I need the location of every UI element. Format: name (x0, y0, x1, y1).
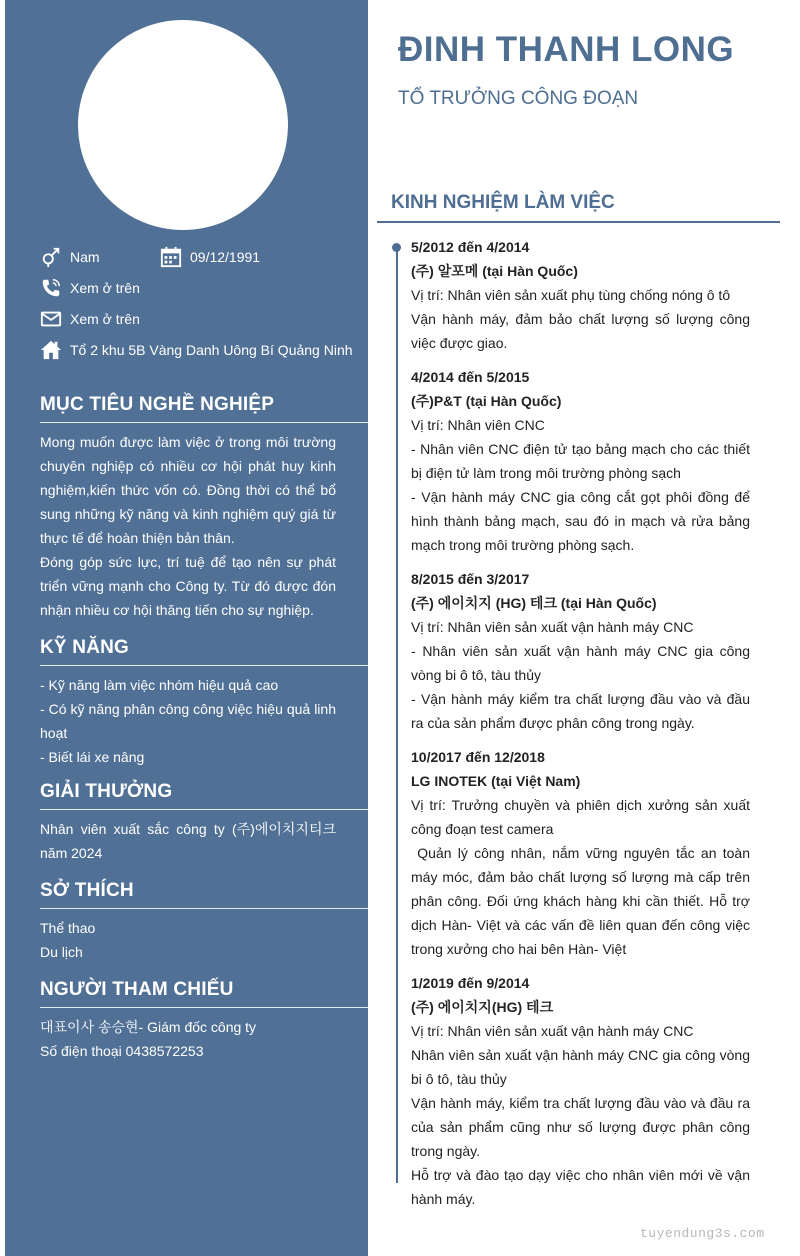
awards-body (40, 817, 336, 865)
email-value: Xem ở trên (70, 311, 140, 327)
job-line: Vị trí: Nhân viên sản xuất vận hành máy CNC (411, 1023, 694, 1039)
watermark: tuyendung3s.com (640, 1226, 765, 1241)
job-period: 4/2014 đến 5/2015 (411, 369, 530, 385)
job-line: Vị trí: Trưởng chuyền và phiên dịch xưởng sản xuất công đoạn test camera (411, 797, 750, 837)
gender-icon (40, 246, 62, 268)
objective-paragraph: Mong muốn được làm việc ở trong môi trường chuyên nghiệp có nhiều cơ hội phát huy kinh nghiệm,kiến thức vốn có. Đồng thời có thể bổ sung những kỹ năng và kinh nghiệm quý giá từ thực tế để hoàn thiện bản thân. (40, 434, 336, 546)
job-entry (411, 971, 750, 1211)
hobby-item: Du lịch (40, 944, 83, 960)
job-entry (411, 365, 750, 557)
job-line: Quản lý công nhân, nắm vững nguyên tắc an toàn máy móc, đảm bảo chất lượng số lượng mà cấp trên phân công. Đối ứng khách hàng khi cần thiết. Hỗ trợ dịch Hàn- Việt và các vấn đề liên quan đến công việc trong xưởng cho hai bên Hàn- Việt (411, 845, 754, 957)
job-line: Vị trí: Nhân viên sản xuất vận hành máy CNC (411, 619, 694, 635)
job-line: Vận hành máy, kiểm tra chất lượng đầu vào và đầu ra của sản phẩm cũng như số lượng được phân công trong ngày. (411, 1095, 750, 1159)
job-period: 1/2019 đến 9/2014 (411, 975, 530, 991)
job-line: - Vận hành máy CNC gia công cắt gọt phôi đồng để hình thành bảng mạch, sau đó in mạch và rửa bảng mạch trong môi trường phòng sạch. (411, 489, 750, 553)
job-period: 10/2017 đến 12/2018 (411, 749, 545, 765)
job-company: (주) 에이치지 (HG) 테크 (tại Hàn Quốc) (411, 595, 657, 611)
job-company: (주) 알포메 (tại Hàn Quốc) (411, 263, 578, 279)
job-line: - Nhân viên CNC điện tử tạo bảng mạch cho các thiết bị điện tử làm trong môi trường phòng sạch (411, 441, 750, 481)
job-company: (주) 에이치지(HG) 테크 (411, 999, 554, 1015)
reference-item: 대표이사 송승현- Giám đốc công ty (40, 1019, 257, 1035)
job-entry (411, 567, 750, 735)
skill-item: - Có kỹ năng phân công công việc hiệu quả linh hoạt (40, 701, 336, 741)
hobby-item: Thể thao (40, 920, 96, 936)
job-line: Vị trí: Nhân viên sản xuất phụ tùng chống nóng ô tô (411, 287, 731, 303)
timeline-line (396, 248, 398, 1183)
job-company: (주)P&T (tại Hàn Quốc) (411, 393, 562, 409)
experience-title: KINH NGHIỆM LÀM VIỆC (391, 192, 615, 213)
address-row (40, 338, 353, 362)
gender-value: Nam (70, 249, 100, 265)
home-icon (40, 339, 62, 361)
job-line: Nhân viên sản xuất vận hành máy CNC gia công vòng bi ô tô, tàu thủy (411, 1047, 750, 1087)
job-period: 5/2012 đến 4/2014 (411, 239, 530, 255)
phone-icon (40, 277, 62, 299)
avatar (78, 20, 288, 230)
experience-divider (377, 221, 780, 223)
references-title: NGƯỜI THAM CHIẾU (40, 979, 368, 1008)
person-role: TỔ TRƯỞNG CÔNG ĐOẠN (398, 88, 639, 109)
job-line: Hỗ trợ và đào tạo dạy việc cho nhân viên mới về vận hành máy. (411, 1167, 750, 1207)
reference-item: Số điện thoại 0438572253 (40, 1043, 204, 1059)
timeline-dot (392, 243, 401, 252)
objective-title: MỤC TIÊU NGHỀ NGHIỆP (40, 394, 368, 423)
email-row (40, 307, 140, 331)
dob-row (160, 245, 260, 269)
job-line: Vận hành máy, đảm bảo chất lượng số lượng công việc được giao. (411, 311, 750, 351)
calendar-icon (160, 246, 182, 268)
person-name: ĐINH THANH LONG (398, 30, 735, 69)
hobbies-body (40, 916, 336, 964)
objective-paragraph: Đóng góp sức lực, trí tuệ để tạo nên sự phát triển vững mạnh cho Công ty. Từ đó được đón nhận nhiều cơ hội thăng tiến cho sự nghiệp. (40, 554, 336, 618)
skill-item: - Kỹ năng làm việc nhóm hiệu quả cao (40, 677, 279, 693)
job-entry (411, 235, 750, 355)
job-company: LG INOTEK (tại Việt Nam) (411, 773, 581, 789)
phone-row (40, 276, 140, 300)
award-item: Nhân viên xuất sắc công ty (주)에이치지티크 năm 2024 (40, 821, 336, 861)
experience-list (411, 235, 754, 1221)
skills-body (40, 673, 336, 769)
references-body (40, 1015, 336, 1063)
job-line: - Vận hành máy kiểm tra chất lượng đầu vào và đầu ra của sản phẩm được phân công trong ngày. (411, 691, 750, 731)
skill-item: - Biết lái xe nâng (40, 749, 145, 765)
gender-row (40, 245, 100, 269)
envelope-icon (40, 308, 62, 330)
address-value: Tổ 2 khu 5B Vàng Danh Uông Bí Quảng Ninh (70, 342, 353, 358)
hobbies-title: SỞ THÍCH (40, 880, 368, 909)
dob-value: 09/12/1991 (190, 249, 261, 265)
objective-body (40, 430, 336, 622)
job-entry (411, 745, 754, 961)
job-line: Vị trí: Nhân viên CNC (411, 417, 545, 433)
phone-value: Xem ở trên (70, 280, 140, 296)
skills-title: KỸ NĂNG (40, 637, 368, 666)
job-line: - Nhân viên sản xuất vận hành máy CNC gia công vòng bi ô tô, tàu thủy (411, 643, 750, 683)
job-period: 8/2015 đến 3/2017 (411, 571, 530, 587)
awards-title: GIẢI THƯỞNG (40, 781, 368, 810)
sidebar (5, 0, 368, 1256)
